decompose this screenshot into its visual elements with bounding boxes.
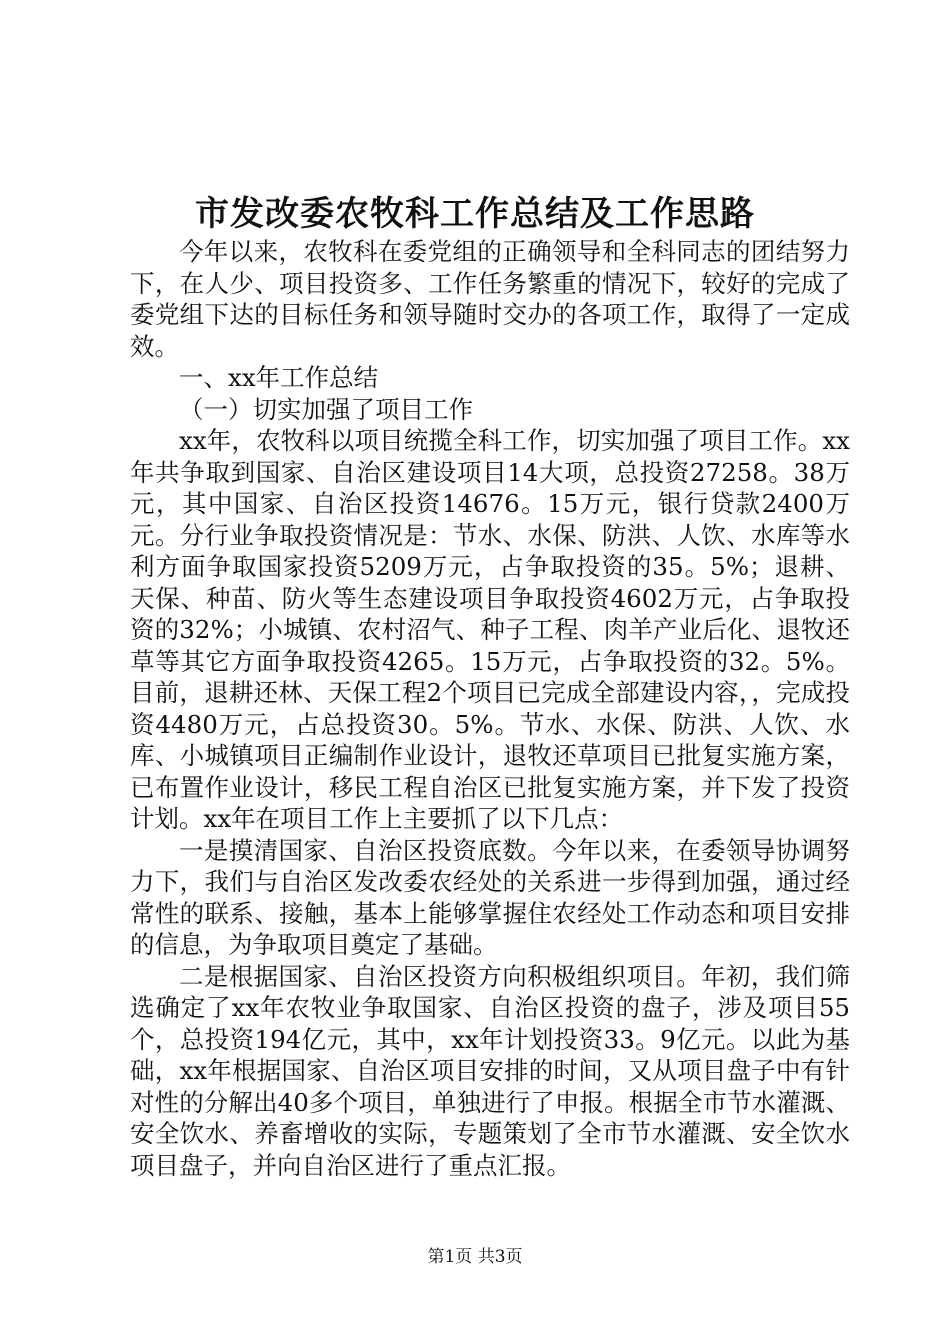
subsection-heading: （一）切实加强了项目工作 xyxy=(179,394,473,424)
paragraph-point-one: 一是摸清国家、自治区投资底数。今年以来，在委领导协调努力下，我们与自治区发改委农经处的关系进一步得到加强，通过经常性的联系、接触，基本上能够掌握住农经处工作动态和项目安排的信息，为争取项目奠定了基础。 xyxy=(130,835,850,959)
page-number-footer: 第1页 共3页 xyxy=(427,1247,523,1267)
section-heading: 一、xx年工作总结 xyxy=(179,363,379,392)
document-body xyxy=(130,236,850,1181)
paragraph-intro: 今年以来，农牧科在委党组的正确领导和全科同志的团结努力下，在人少、项目投资多、工作任务繁重的情况下，较好的完成了委党组下达的目标任务和领导随时交办的各项工作，取得了一定成效。 xyxy=(130,237,850,361)
document-title: 市发改委农牧科工作总结及工作思路 xyxy=(195,194,755,234)
paragraph-project-summary: xx年，农牧科以项目统揽全科工作，切实加强了项目工作。xx年共争取到国家、自治区建设项目14大项，总投资27258。38万元，其中国家、自治区投资14676。15万元，银行贷款2400万元。分行业争取投资情况是：节水、水保、防洪、人饮、水库等水利方面争取国家投资5209万元，占争取投资的35。5%；退耕、天保、种苗、防火等生态建设项目争取投资4602万元，占争取投资的32%；小城镇、农村沼气、种子工程、肉羊产业后化、退牧还草等其它方面争取投资4265。15万元，占争取投资的32。5%。目前，退耕还林、天保工程2个项目已完成全部建设内容，，完成投资4480万元，占总投资30。5%。节水、水保、防洪、人饮、水库、小城镇项目正编制作业设计，退牧还草项目已批复实施方案，已布置作业设计，移民工程自治区已批复实施方案，并下发了投资计划。xx年在项目工作上主要抓了以下几点： xyxy=(130,426,850,833)
paragraph-point-two: 二是根据国家、自治区投资方向积极组织项目。年初，我们筛选确定了xx年农牧业争取国家、自治区投资的盘子，涉及项目55个，总投资194亿元，其中，xx年计划投资33。9亿元。以此为基础，xx年根据国家、自治区项目安排的时间，又从项目盘子中有针对性的分解出40多个项目，单独进行了申报。根据全市节水灌溉、安全饮水、养畜增收的实际，专题策划了全市节水灌溉、安全饮水项目盘子，并向自治区进行了重点汇报。 xyxy=(130,961,850,1180)
